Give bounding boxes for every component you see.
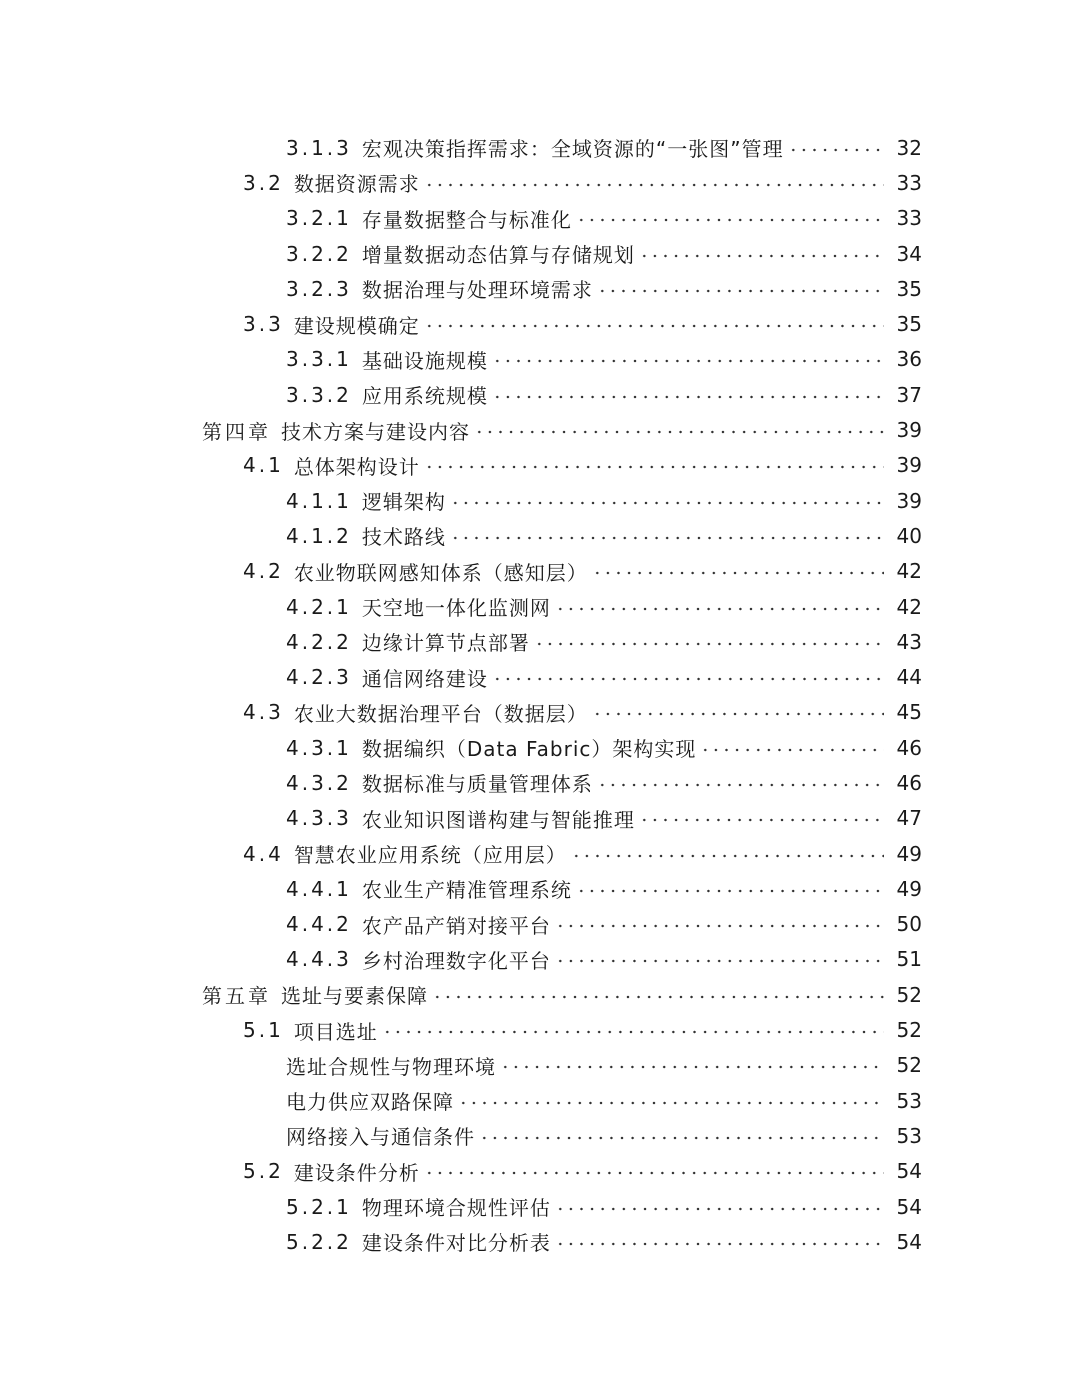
toc-entry-number: 4.3.1 <box>286 735 352 760</box>
toc-entry[interactable] <box>0 977 1080 1012</box>
toc-entry-page-number: 46 <box>896 770 922 795</box>
toc-entry-number: 3.2.2 <box>286 241 352 266</box>
toc-entry[interactable] <box>0 518 1080 553</box>
toc-entry[interactable] <box>0 554 1080 589</box>
toc-entry[interactable] <box>0 342 1080 377</box>
dot-leader <box>534 634 884 654</box>
table-of-contents <box>0 130 1080 1260</box>
dot-leader <box>555 916 884 936</box>
toc-entry-page-number: 44 <box>896 665 922 690</box>
toc-entry-title: 建设条件分析 <box>293 1160 420 1185</box>
toc-entry-number: 4.2.1 <box>286 594 352 619</box>
toc-entry-number: 4.4 <box>243 841 284 866</box>
toc-entry-title: 增量数据动态估算与存储规划 <box>361 243 635 268</box>
toc-entry-number: 3.2 <box>243 170 284 195</box>
toc-entry-number: 4.3 <box>243 700 284 725</box>
toc-entry-title: 技术路线 <box>361 525 446 550</box>
toc-entry-page-number: 49 <box>896 841 922 866</box>
toc-entry-number: 第五章 <box>202 984 271 1009</box>
toc-entry-title: 农业知识图谱构建与智能推理 <box>361 807 635 832</box>
toc-entry[interactable] <box>0 483 1080 518</box>
toc-entry-number: 3.3 <box>243 312 284 337</box>
dot-leader <box>597 775 884 795</box>
toc-entry-title: 项目选址 <box>293 1019 378 1044</box>
dot-leader <box>492 387 884 407</box>
toc-entry-title: 数据编织（Data Fabric）架构实现 <box>361 737 697 762</box>
toc-entry-title: 逻辑架构 <box>361 490 446 515</box>
toc-entry-number: 3.1.3 <box>286 135 352 160</box>
toc-entry-number: 4.3.2 <box>286 770 352 795</box>
toc-entry-title: 建设规模确定 <box>293 313 420 338</box>
toc-entry-page-number: 35 <box>896 312 922 337</box>
toc-entry[interactable] <box>0 1189 1080 1224</box>
toc-entry-number: 4.1 <box>243 453 284 478</box>
toc-entry-page-number: 54 <box>896 1194 922 1219</box>
toc-entry-page-number: 46 <box>896 735 922 760</box>
dot-leader <box>492 351 884 371</box>
toc-entry-title: 网络接入与通信条件 <box>286 1125 475 1150</box>
toc-entry[interactable] <box>0 942 1080 977</box>
toc-entry-title: 通信网络建设 <box>361 666 488 691</box>
toc-entry[interactable] <box>0 695 1080 730</box>
toc-entry[interactable] <box>0 448 1080 483</box>
toc-entry-title: 农业生产精准管理系统 <box>361 878 572 903</box>
dot-leader <box>424 457 884 477</box>
toc-entry-page-number: 42 <box>896 594 922 619</box>
dot-leader <box>474 422 884 442</box>
toc-entry[interactable] <box>0 871 1080 906</box>
toc-entry-title: 存量数据整合与标准化 <box>361 207 572 232</box>
toc-entry-title: 数据治理与处理环境需求 <box>361 278 593 303</box>
dot-leader <box>555 1234 884 1254</box>
toc-entry-number: 4.3.3 <box>286 806 352 831</box>
dot-leader <box>458 1093 884 1113</box>
dot-leader <box>492 669 884 689</box>
toc-entry-title: 电力供应双路保障 <box>286 1090 454 1115</box>
toc-entry-page-number: 53 <box>896 1088 922 1113</box>
toc-entry[interactable] <box>0 377 1080 412</box>
dot-leader <box>639 246 884 266</box>
toc-entry-page-number: 33 <box>896 170 922 195</box>
toc-entry-title: 天空地一体化监测网 <box>361 596 551 620</box>
toc-entry-title: 总体架构设计 <box>293 454 420 479</box>
toc-entry-title: 乡村治理数字化平台 <box>361 948 551 973</box>
toc-entry-number: 4.2.2 <box>286 629 352 654</box>
toc-entry[interactable] <box>0 271 1080 306</box>
dot-leader <box>424 175 884 195</box>
toc-entry-number: 3.2.3 <box>286 276 352 301</box>
toc-entry-page-number: 45 <box>896 700 922 725</box>
toc-entry[interactable] <box>0 1224 1080 1259</box>
dot-leader <box>479 1128 884 1148</box>
toc-entry-number: 4.4.1 <box>286 876 352 901</box>
toc-entry[interactable] <box>0 201 1080 236</box>
toc-entry-title: 农产品产销对接平台 <box>361 913 551 938</box>
dot-leader <box>576 881 884 901</box>
toc-entry-title: 物理环境合规性评估 <box>361 1196 551 1221</box>
toc-entry[interactable] <box>0 1083 1080 1118</box>
toc-entry[interactable] <box>0 412 1080 447</box>
toc-entry-page-number: 53 <box>896 1123 922 1148</box>
toc-entry-title: 应用系统规模 <box>361 384 488 409</box>
toc-entry-page-number: 33 <box>896 206 922 231</box>
toc-entry-page-number: 51 <box>896 947 922 972</box>
dot-leader <box>432 987 884 1007</box>
toc-entry-page-number: 49 <box>896 876 922 901</box>
toc-entry-number: 4.1.2 <box>286 523 352 548</box>
dot-leader <box>555 1199 884 1219</box>
toc-entry-number: 4.4.3 <box>286 947 352 972</box>
toc-entry-title: 农业物联网感知体系（感知层） <box>293 560 588 585</box>
toc-entry-number: 4.4.2 <box>286 912 352 937</box>
toc-entry[interactable] <box>0 907 1080 942</box>
toc-entry[interactable] <box>0 730 1080 765</box>
toc-entry-number: 4.2 <box>243 559 284 584</box>
toc-entry-page-number: 52 <box>896 1018 922 1043</box>
toc-entry-number: 3.3.1 <box>286 347 352 372</box>
toc-entry-number: 5.1 <box>243 1018 284 1043</box>
toc-entry[interactable] <box>0 165 1080 200</box>
toc-entry-page-number: 47 <box>896 806 922 831</box>
toc-entry[interactable] <box>0 765 1080 800</box>
toc-entry-title: 边缘计算节点部署 <box>361 631 530 656</box>
toc-entry-page-number: 42 <box>896 559 922 584</box>
toc-entry-title: 数据资源需求 <box>293 172 420 197</box>
toc-entry-page-number: 54 <box>896 1229 922 1254</box>
toc-entry-title: 选址与要素保障 <box>281 984 428 1009</box>
toc-entry-page-number: 36 <box>896 347 922 372</box>
toc-entry[interactable] <box>0 1012 1080 1047</box>
toc-entry-page-number: 32 <box>896 135 922 160</box>
dot-leader <box>424 1163 884 1183</box>
toc-entry-page-number: 52 <box>896 982 922 1007</box>
toc-entry-page-number: 39 <box>896 453 922 478</box>
dot-leader <box>700 740 884 760</box>
toc-entry-number: 第四章 <box>202 419 271 444</box>
toc-entry-number: 3.2.1 <box>286 206 352 231</box>
toc-entry-number: 4.1.1 <box>286 488 352 513</box>
dot-leader <box>571 846 884 866</box>
toc-entry[interactable] <box>0 624 1080 659</box>
toc-entry-number: 3.3.2 <box>286 382 352 407</box>
dot-leader <box>450 528 884 548</box>
toc-entry[interactable] <box>0 801 1080 836</box>
toc-entry[interactable] <box>0 1154 1080 1189</box>
dot-leader <box>500 1057 884 1077</box>
toc-entry[interactable] <box>0 130 1080 165</box>
toc-entry-page-number: 39 <box>896 488 922 513</box>
toc-entry[interactable] <box>0 589 1080 624</box>
toc-entry-title: 宏观决策指挥需求：全域资源的“一张图”管理 <box>361 137 784 162</box>
dot-leader <box>592 704 884 724</box>
toc-entry[interactable] <box>0 836 1080 871</box>
toc-entry-page-number: 43 <box>896 629 922 654</box>
toc-entry-page-number: 50 <box>896 912 922 937</box>
toc-entry[interactable] <box>0 659 1080 694</box>
toc-entry-page-number: 39 <box>896 418 922 443</box>
toc-entry-page-number: 35 <box>896 276 922 301</box>
toc-entry-page-number: 54 <box>896 1159 922 1184</box>
dot-leader <box>592 563 884 583</box>
toc-entry-number: 4.2.3 <box>286 665 352 690</box>
toc-entry-title: 数据标准与质量管理体系 <box>361 772 593 797</box>
toc-entry-page-number: 40 <box>896 523 922 548</box>
dot-leader <box>450 493 884 513</box>
toc-entry[interactable] <box>0 306 1080 341</box>
toc-entry-title: 技术方案与建设内容 <box>281 419 470 444</box>
toc-entry-title: 农业大数据治理平台（数据层） <box>293 701 588 726</box>
dot-leader <box>555 599 884 619</box>
toc-entry[interactable] <box>0 1118 1080 1153</box>
toc-entry-number: 5.2 <box>243 1159 284 1184</box>
toc-entry-title: 建设条件对比分析表 <box>361 1231 551 1256</box>
toc-entry-title: 基础设施规模 <box>361 348 488 373</box>
toc-entry[interactable] <box>0 236 1080 271</box>
dot-leader <box>597 281 884 301</box>
toc-entry-title: 选址合规性与物理环境 <box>286 1054 496 1079</box>
dot-leader <box>424 316 884 336</box>
toc-entry-page-number: 37 <box>896 382 922 407</box>
dot-leader <box>555 951 884 971</box>
toc-entry-title: 智慧农业应用系统（应用层） <box>293 843 567 868</box>
dot-leader <box>382 1022 884 1042</box>
toc-entry-number: 5.2.2 <box>286 1229 352 1254</box>
toc-entry-page-number: 34 <box>896 241 922 266</box>
toc-entry-page-number: 52 <box>896 1053 922 1078</box>
toc-entry-number: 5.2.1 <box>286 1194 352 1219</box>
dot-leader <box>639 810 884 830</box>
dot-leader <box>576 210 884 230</box>
toc-entry[interactable] <box>0 1048 1080 1083</box>
dot-leader <box>788 140 884 160</box>
